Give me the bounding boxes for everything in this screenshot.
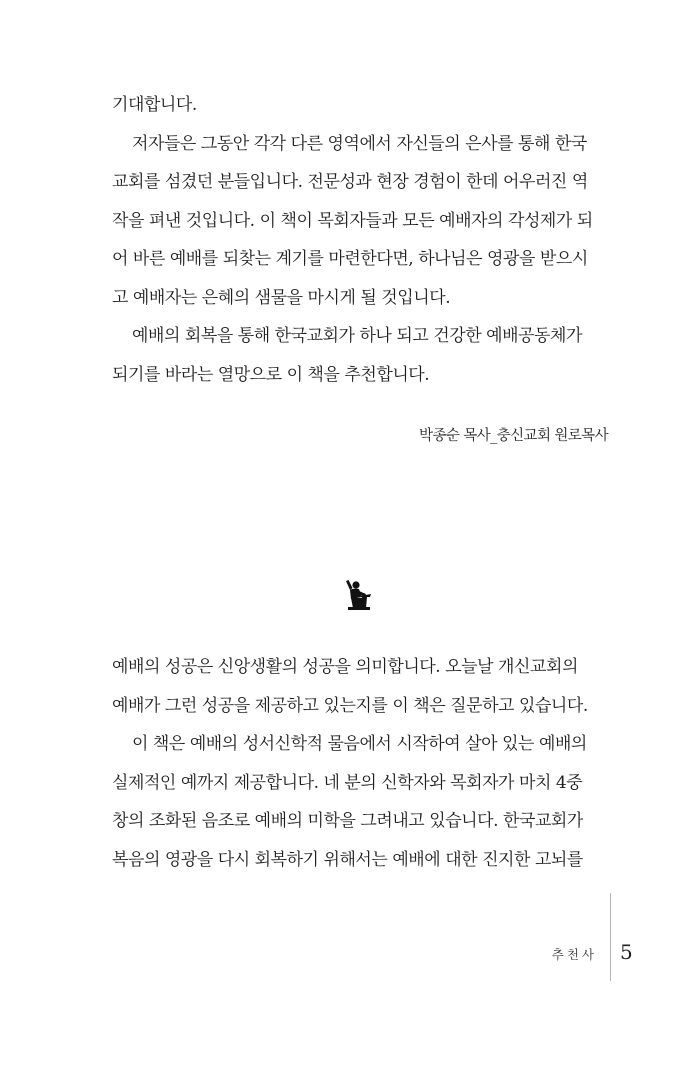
text-line: 예배가 그런 성공을 제공하고 있는지를 이 책은 질문하고 있습니다. bbox=[112, 695, 588, 716]
text-section-2 bbox=[112, 648, 608, 879]
text-line: 이 책은 예배의 성서신학적 물음에서 시작하여 살아 있는 예배의 bbox=[132, 734, 587, 754]
text-section-1 bbox=[112, 86, 608, 394]
preacher-at-pulpit-icon bbox=[340, 577, 374, 611]
text-line: 되기를 바라는 열망으로 이 책을 추천합니다. bbox=[112, 364, 430, 385]
text-line: 예배의 회복을 통해 한국교회가 하나 되고 건강한 예배공동체가 bbox=[132, 326, 582, 346]
text-line: 복음의 영광을 다시 회복하기 위해서는 예배에 대한 진지한 고뇌를 bbox=[112, 849, 583, 870]
text-line: 교회를 섬겼던 분들입니다. 전문성과 현장 경험이 한데 어우러진 역 bbox=[112, 172, 588, 192]
page-number: 5 bbox=[620, 940, 633, 964]
text-line: 예배의 성공은 신앙생활의 성공을 의미합니다. 오늘날 개신교회의 bbox=[112, 657, 578, 677]
author-signature: 박종순 목사_충신교회 원로목사 bbox=[419, 428, 608, 444]
text-line: 고 예배자는 은혜의 샘물을 마시게 될 것입니다. bbox=[112, 287, 451, 308]
text-line: 저자들은 그동안 각각 다른 영역에서 자신들의 은사를 통해 한국 bbox=[132, 133, 587, 154]
running-head: 추천사 bbox=[551, 947, 597, 962]
text-line: 실제적인 예까지 제공합니다. 네 분의 신학자와 목회자가 마치 4중 bbox=[112, 772, 583, 793]
preacher-at-pulpit-icon-graphic bbox=[340, 577, 374, 611]
text-line: 작을 펴낸 것입니다. 이 책이 목회자들과 모든 예배자의 각성제가 되 bbox=[112, 210, 593, 231]
text-line: 기대합니다. bbox=[112, 95, 197, 115]
footer-divider bbox=[610, 893, 611, 981]
text-line: 어 바른 예배를 되찾는 계기를 마련한다면, 하나님은 영광을 받으시 bbox=[112, 249, 588, 269]
text-line: 창의 조화된 음조로 예배의 미학을 그려내고 있습니다. 한국교회가 bbox=[112, 811, 583, 831]
